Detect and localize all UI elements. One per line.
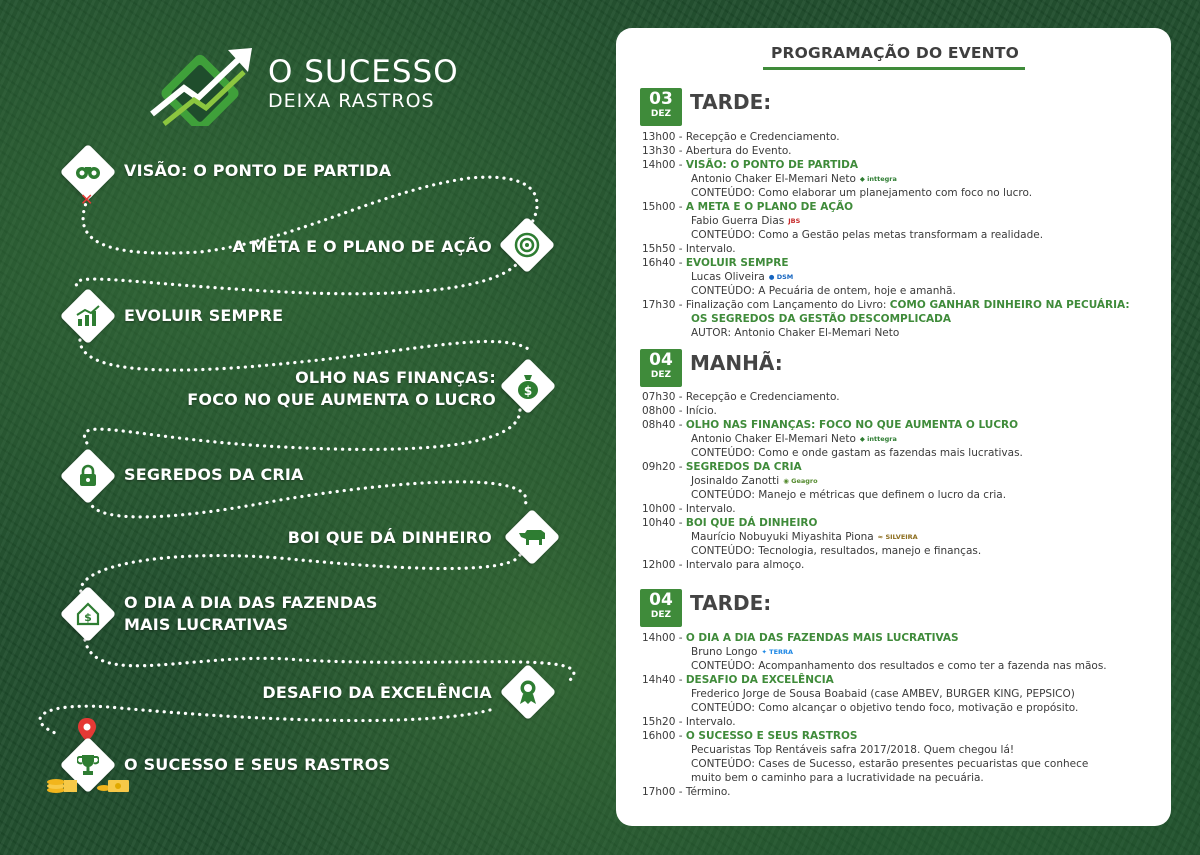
schedule-time-text: 16h40 -	[642, 257, 686, 269]
schedule-time-text: 10h00 - Intervalo.	[642, 503, 736, 515]
session-detail: CONTEÚDO: Tecnologia, resultados, manejo e finanças.	[691, 545, 982, 557]
session-title: OS SEGREDOS DA GESTÃO DESCOMPLICADA	[691, 313, 952, 325]
date-month: DEZ	[650, 370, 672, 380]
schedule-time-text: 10h40 -	[642, 517, 686, 529]
session-detail: Maurício Nobuyuki Miyashita Piona	[691, 531, 874, 543]
schedule-time-text: 13h30 - Abertura do Evento.	[642, 145, 792, 157]
schedule-item	[642, 432, 1023, 446]
target-icon	[499, 217, 556, 274]
schedule-item	[642, 785, 1107, 799]
schedule-item	[642, 158, 1130, 172]
stage-daily-farms-line1: O DIA A DIA DAS FAZENDAS	[124, 593, 378, 612]
schedule-time-text: 17h30 - Finalização com Lançamento do Livro:	[642, 299, 890, 311]
sponsor-logo-terra: ✦ TERRA	[761, 647, 794, 656]
session-detail: Antonio Chaker El-Memari Neto	[691, 173, 856, 185]
schedule-list-day2	[642, 390, 1023, 572]
schedule-item	[642, 418, 1023, 432]
schedule-item	[642, 326, 1130, 340]
schedule-item	[642, 715, 1107, 729]
session-detail: Josinaldo Zanotti	[691, 475, 780, 487]
date-day: 04	[649, 590, 673, 610]
session-detail: Pecuaristas Top Rentáveis safra 2017/2018. Quem chegou lá!	[691, 744, 1015, 756]
session-detail: CONTEÚDO: Como e onde gastam as fazendas mais lucrativas.	[691, 447, 1023, 459]
schedule-item	[642, 298, 1130, 312]
stage-profitable-cattle: BOI QUE DÁ DINHEIRO	[287, 528, 492, 547]
title-underline	[763, 67, 1025, 70]
stage-breeding: SEGREDOS DA CRIA	[124, 465, 304, 484]
schedule-item	[642, 558, 1023, 572]
schedule-item	[642, 172, 1130, 186]
schedule-item	[642, 404, 1023, 418]
date-badge	[640, 589, 682, 627]
schedule-item	[642, 446, 1023, 460]
svg-text:$: $	[84, 611, 92, 624]
schedule-item	[642, 214, 1130, 228]
schedule-list-day3	[642, 631, 1107, 799]
stage-finance-line1: OLHO NAS FINANÇAS:	[295, 368, 496, 387]
schedule-item	[642, 144, 1130, 158]
stage-vision: VISÃO: O PONTO DE PARTIDA	[124, 161, 392, 180]
session-detail: muito bem o caminho para a lucratividade na pecuária.	[691, 772, 984, 784]
session-title: SEGREDOS DA CRIA	[685, 461, 802, 473]
schedule-item	[642, 200, 1130, 214]
session-title: OLHO NAS FINANÇAS: FOCO NO QUE AUMENTA O LUCRO	[685, 419, 1019, 431]
schedule-time-text: 17h00 - Término.	[642, 786, 731, 798]
schedule-item	[642, 488, 1023, 502]
date-badge	[640, 349, 682, 387]
period-label: TARDE:	[690, 90, 772, 114]
schedule-item	[642, 502, 1023, 516]
period-label: TARDE:	[690, 591, 772, 615]
schedule-time-text: 12h00 - Intervalo para almoço.	[642, 559, 805, 571]
schedule-time-text: 07h30 - Recepção e Credenciamento.	[642, 391, 840, 403]
stage-finance-line2: FOCO NO QUE AUMENTA O LUCRO	[187, 390, 496, 409]
period-label: MANHÃ:	[690, 351, 783, 375]
schedule-item	[642, 757, 1107, 771]
session-detail: Bruno Longo	[691, 646, 758, 658]
cow-icon	[504, 509, 561, 566]
schedule-time-text: 08h40 -	[642, 419, 686, 431]
svg-text:$: $	[523, 384, 533, 398]
date-day: 03	[649, 89, 673, 109]
stage-daily-farms-line2: MAIS LUCRATIVAS	[124, 615, 289, 634]
start-x-icon: ✕	[80, 190, 94, 209]
schedule-time-text: 15h50 - Intervalo.	[642, 243, 736, 255]
sponsor-logo-geagro: ◉ Geagro	[783, 476, 818, 485]
schedule-item	[642, 687, 1107, 701]
schedule-item	[642, 130, 1130, 144]
schedule-item	[642, 256, 1130, 270]
session-detail: CONTEÚDO: Como a Gestão pelas metas transformam a realidade.	[691, 229, 1044, 241]
schedule-time-text: 15h20 - Intervalo.	[642, 716, 736, 728]
stage-evolve: EVOLUIR SEMPRE	[124, 306, 284, 325]
program-title: PROGRAMAÇÃO DO EVENTO	[770, 44, 1020, 62]
session-title: COMO GANHAR DINHEIRO NA PECUÁRIA:	[889, 299, 1130, 311]
session-detail: CONTEÚDO: Acompanhamento dos resultados e como ter a fazenda nas mãos.	[691, 660, 1107, 672]
schedule-time-text: 16h00 -	[642, 730, 686, 742]
farm-house-icon	[60, 586, 117, 643]
program-card	[616, 28, 1171, 826]
schedule-item	[642, 242, 1130, 256]
schedule-time-text: 14h00 -	[642, 632, 686, 644]
schedule-time-text: 09h20 -	[642, 461, 686, 473]
session-detail: Fabio Guerra Dias	[691, 215, 785, 227]
session-title: O DIA A DIA DAS FAZENDAS MAIS LUCRATIVAS	[685, 632, 959, 644]
award-medal-icon	[500, 664, 557, 721]
session-detail: CONTEÚDO: Cases de Sucesso, estarão presentes pecuaristas que conhece	[691, 758, 1089, 770]
date-badge	[640, 88, 682, 126]
sponsor-logo-silveira: ≈ SILVEIRA	[877, 532, 918, 541]
schedule-time-text: 14h40 -	[642, 674, 686, 686]
date-month: DEZ	[650, 610, 672, 620]
session-title: VISÃO: O PONTO DE PARTIDA	[685, 159, 859, 171]
date-day: 04	[649, 350, 673, 370]
schedule-time-text: 15h00 -	[642, 201, 686, 213]
session-detail: AUTOR: Antonio Chaker El-Memari Neto	[691, 327, 900, 339]
schedule-item	[642, 771, 1107, 785]
session-detail: CONTEÚDO: Como elaborar um planejamento com foco no lucro.	[691, 187, 1033, 199]
sponsor-logo-inttegra: ◆ inttegra	[859, 434, 897, 443]
schedule-item	[642, 743, 1107, 757]
schedule-time-text: 14h00 -	[642, 159, 686, 171]
schedule-item	[642, 270, 1130, 284]
lock-icon	[60, 448, 117, 505]
sponsor-logo-jbs: JBS	[788, 216, 801, 225]
session-title: O SUCESSO E SEUS RASTROS	[685, 730, 858, 742]
sponsor-logo-inttegra: ◆ inttegra	[859, 174, 897, 183]
stage-goal: A META E O PLANO DE AÇÃO	[232, 237, 492, 256]
money-bag-icon	[500, 358, 557, 415]
session-detail: CONTEÚDO: Como alcançar o objetivo tendo foco, motivação e propósito.	[691, 702, 1079, 714]
schedule-item	[642, 390, 1023, 404]
schedule-item	[642, 673, 1107, 687]
schedule-item	[642, 631, 1107, 645]
schedule-item	[642, 474, 1023, 488]
session-title: EVOLUIR SEMPRE	[685, 257, 789, 269]
schedule-item	[642, 516, 1023, 530]
session-detail: Frederico Jorge de Sousa Boabaid (case AMBEV, BURGER KING, PEPSICO)	[691, 688, 1075, 700]
schedule-item	[642, 544, 1023, 558]
session-detail: CONTEÚDO: Manejo e métricas que definem o lucro da cria.	[691, 489, 1007, 501]
schedule-list-day1	[642, 130, 1130, 340]
session-detail: Antonio Chaker El-Memari Neto	[691, 433, 856, 445]
session-title: BOI QUE DÁ DINHEIRO	[685, 517, 818, 529]
schedule-item	[642, 186, 1130, 200]
sponsor-logo-dsm: ● DSM	[768, 272, 794, 281]
session-detail: CONTEÚDO: A Pecuária de ontem, hoje e amanhã.	[691, 285, 956, 297]
money-stack-icon	[46, 772, 78, 798]
stage-finance	[187, 367, 496, 411]
schedule-time-text: 08h00 - Início.	[642, 405, 717, 417]
stage-success: O SUCESSO E SEUS RASTROS	[124, 755, 391, 774]
schedule-item	[642, 228, 1130, 242]
brand-title-line1: O SUCESSO	[268, 54, 459, 90]
schedule-item	[642, 701, 1107, 715]
schedule-item	[642, 659, 1107, 673]
brand-title-line2: DEIXA RASTROS	[268, 90, 435, 112]
cash-bill-icon	[96, 776, 130, 798]
schedule-item	[642, 460, 1023, 474]
session-title: A META E O PLANO DE AÇÃO	[685, 201, 854, 213]
session-detail: Lucas Oliveira	[691, 271, 765, 283]
schedule-item	[642, 284, 1130, 298]
stage-excellence: DESAFIO DA EXCELÊNCIA	[262, 683, 492, 702]
stage-daily-farms	[124, 592, 378, 636]
schedule-item	[642, 530, 1023, 544]
schedule-item	[642, 645, 1107, 659]
schedule-time-text: 13h00 - Recepção e Credenciamento.	[642, 131, 840, 143]
growth-chart-icon	[60, 288, 117, 345]
schedule-item	[642, 312, 1130, 326]
session-title: DESAFIO DA EXCELÊNCIA	[685, 674, 834, 686]
schedule-item	[642, 729, 1107, 743]
date-month: DEZ	[650, 109, 672, 119]
